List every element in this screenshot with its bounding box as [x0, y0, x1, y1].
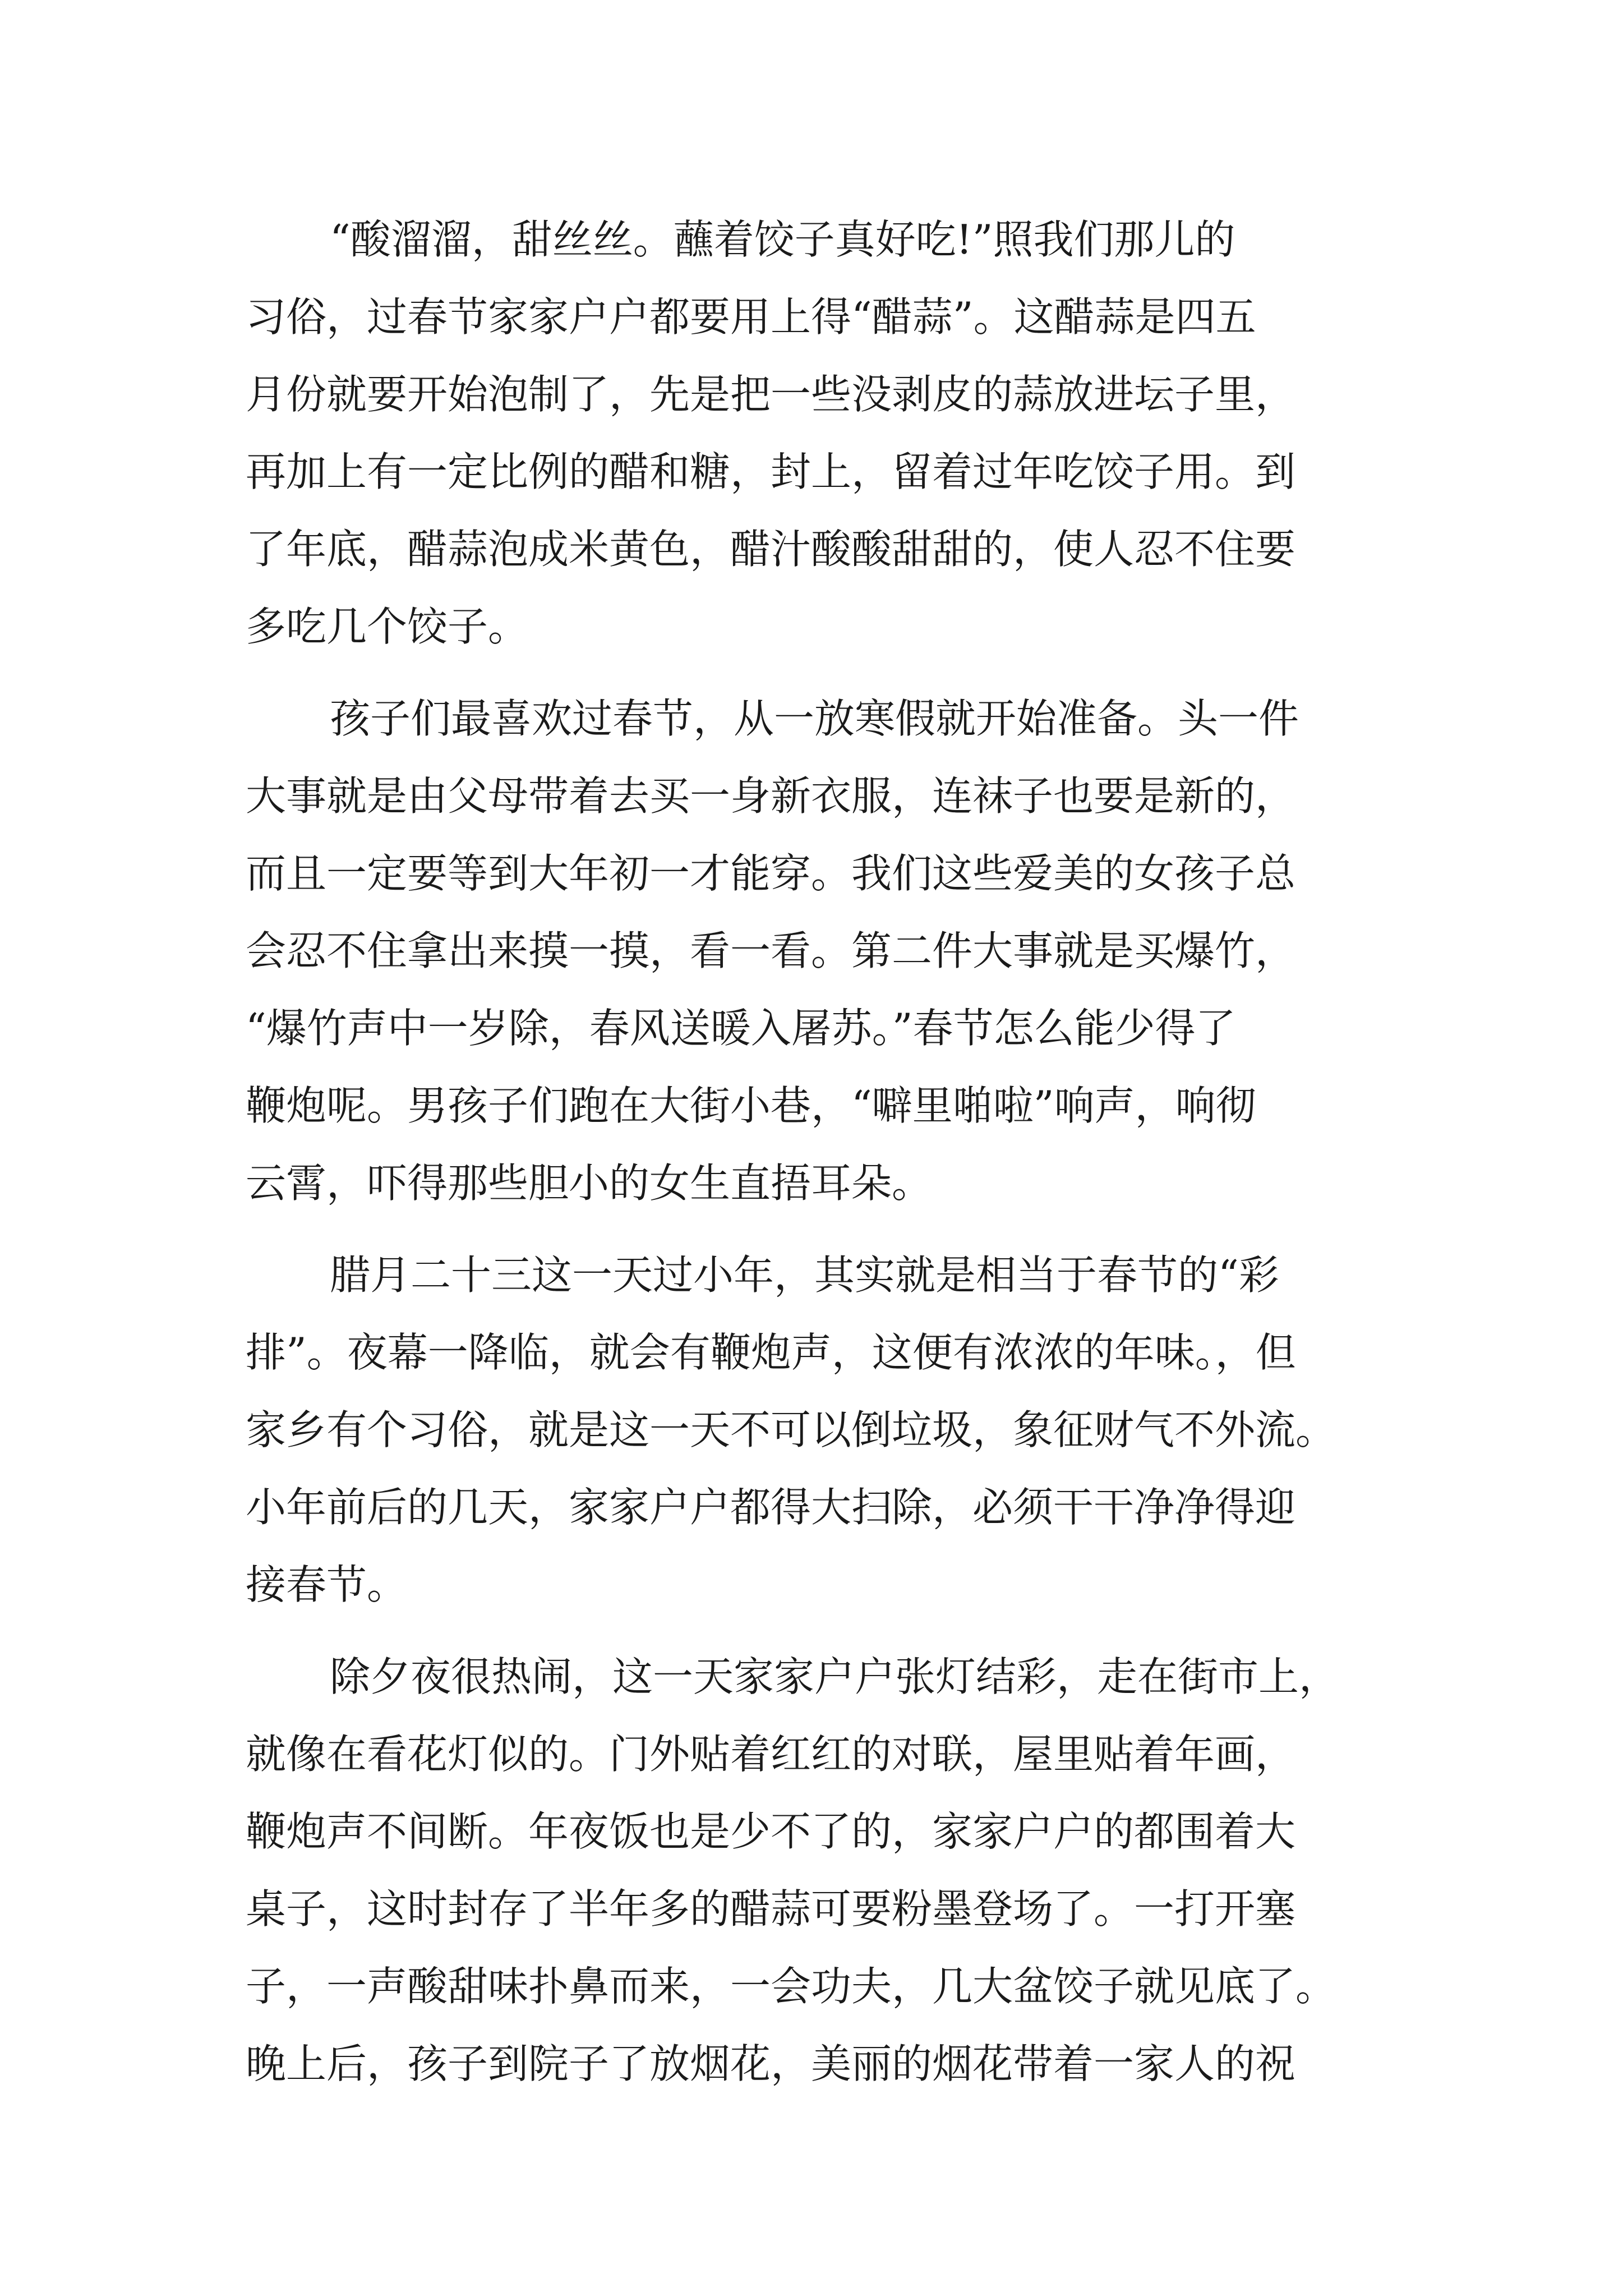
paragraph-line: 鞭炮呢。男孩子们跑在大街小巷，“噼里啪啦”响声，响彻: [246, 1082, 1256, 1129]
paragraph-line: 晚上后，孩子到院子了放烟花，美丽的烟花带着一家人的祝: [246, 2040, 1296, 2087]
paragraph-line: 了年底，醋蒜泡成米黄色，醋汁酸酸甜甜的，使人忍不住要: [246, 526, 1296, 573]
paragraph-line: 桌子，这时封存了半年多的醋蒜可要粉墨登场了。一打开塞: [246, 1885, 1296, 1932]
paragraph-line: 就像在看花灯似的。门外贴着红红的对联，屋里贴着年画，: [246, 1731, 1296, 1778]
paragraph-line: 腊月二十三这一天过小年，其实就是相当于春节的“彩: [330, 1251, 1279, 1299]
paragraph-line: 而且一定要等到大年初一才能穿。我们这些爱美的女孩子总: [246, 850, 1296, 897]
paragraph-line: 多吃几个饺子。: [246, 603, 529, 650]
paragraph-line: 子，一声酸甜味扑鼻而来，一会功夫，几大盆饺子就见底了。: [246, 1963, 1336, 2010]
paragraph-line: “爆竹声中一岁除，春风送暖入屠苏。”春节怎么能少得了: [246, 1005, 1236, 1052]
paragraph-line: 排”。夜幕一降临，就会有鞭炮声，这便有浓浓的年味。，但: [246, 1329, 1296, 1376]
paragraph-line: 云霄，吓得那些胆小的女生直捂耳朵。: [246, 1159, 933, 1207]
paragraph-line: 大事就是由父母带着去买一身新衣服，连袜子也要是新的，: [246, 772, 1296, 820]
paragraph-line: 习俗，过春节家家户户都要用上得“醋蒜”。这醋蒜是四五: [246, 293, 1256, 341]
paragraph-line: 家乡有个习俗，就是这一天不可以倒垃圾，象征财气不外流。: [246, 1406, 1336, 1453]
paragraph-line: 除夕夜很热闹，这一天家家户户张灯结彩，走在街市上，: [330, 1653, 1340, 1700]
paragraph: [246, 201, 1390, 665]
paragraph-line: 再加上有一定比例的醋和糖，封上，留着过年吃饺子用。到: [246, 448, 1296, 495]
paragraph-line: 会忍不住拿出来摸一摸，看一看。第二件大事就是买爆竹，: [246, 927, 1296, 974]
paragraph-line: 小年前后的几天，家家户户都得大扫除，必须干干净净得迎: [246, 1484, 1296, 1531]
paragraph: [246, 1236, 1390, 1623]
paragraph-line: 接春节。: [246, 1561, 408, 1608]
document-body: [246, 201, 1390, 2102]
paragraph-line: “酸溜溜，甜丝丝。蘸着饺子真好吃!”照我们那儿的: [330, 216, 1235, 263]
paragraph: [246, 1638, 1390, 2102]
paragraph-line: 鞭炮声不间断。年夜饭也是少不了的，家家户户的都围着大: [246, 1808, 1296, 1855]
paragraph-line: 月份就要开始泡制了，先是把一些没剥皮的蒜放进坛子里，: [246, 371, 1296, 418]
paragraph: [246, 680, 1390, 1222]
paragraph-line: 孩子们最喜欢过春节，从一放寒假就开始准备。头一件: [330, 695, 1299, 742]
